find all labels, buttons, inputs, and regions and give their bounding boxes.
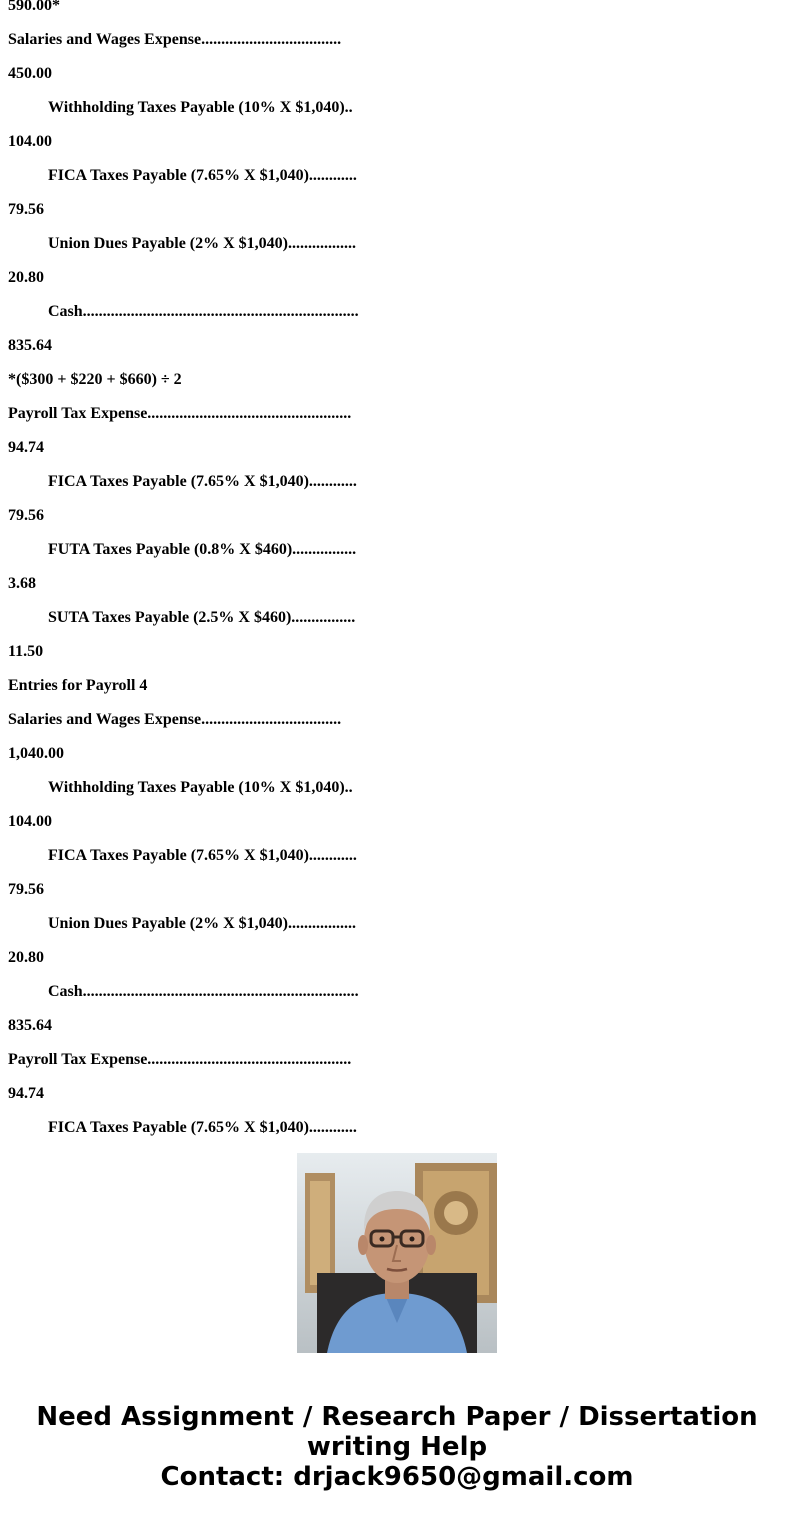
journal-line: 94.74 bbox=[8, 439, 44, 456]
journal-line: 1,040.00 bbox=[8, 745, 64, 762]
journal-line: 835.64 bbox=[8, 337, 52, 354]
author-avatar bbox=[297, 1153, 497, 1353]
journal-line: Union Dues Payable (2% X $1,040)................. bbox=[48, 235, 357, 252]
journal-line: Cash..................................................................... bbox=[48, 983, 359, 1000]
journal-line: Payroll Tax Expense................................................... bbox=[8, 405, 352, 422]
journal-line: 104.00 bbox=[8, 813, 52, 830]
journal-line: Salaries and Wages Expense................................... bbox=[8, 31, 342, 48]
journal-line: Withholding Taxes Payable (10% X $1,040).. bbox=[48, 779, 353, 796]
promo-line-1: Need Assignment / Research Paper / Dissertation bbox=[36, 1402, 758, 1432]
journal-line: FICA Taxes Payable (7.65% X $1,040)............ bbox=[48, 167, 357, 184]
journal-line: Cash..................................................................... bbox=[48, 303, 359, 320]
promo-line-2: writing Help bbox=[306, 1432, 488, 1462]
journal-line: Salaries and Wages Expense................................... bbox=[8, 711, 342, 728]
journal-line: *($300 + $220 + $660) ÷ 2 bbox=[8, 371, 182, 388]
journal-line: FUTA Taxes Payable (0.8% X $460)................ bbox=[48, 541, 357, 558]
journal-line: FICA Taxes Payable (7.65% X $1,040)............ bbox=[48, 473, 357, 490]
journal-line: 3.68 bbox=[8, 575, 36, 592]
journal-line: SUTA Taxes Payable (2.5% X $460)................ bbox=[48, 609, 356, 626]
promo-banner bbox=[0, 1402, 794, 1492]
journal-line: 590.00* bbox=[8, 0, 60, 14]
journal-line: 79.56 bbox=[8, 201, 44, 218]
journal-line: 79.56 bbox=[8, 881, 44, 898]
journal-line: 450.00 bbox=[8, 65, 52, 82]
journal-line: 94.74 bbox=[8, 1085, 44, 1102]
journal-line: FICA Taxes Payable (7.65% X $1,040)............ bbox=[48, 847, 357, 864]
journal-line: Union Dues Payable (2% X $1,040)................. bbox=[48, 915, 357, 932]
journal-line: Entries for Payroll 4 bbox=[8, 677, 148, 694]
journal-line: 104.00 bbox=[8, 133, 52, 150]
journal-line: Payroll Tax Expense................................................... bbox=[8, 1051, 352, 1068]
journal-line: FICA Taxes Payable (7.65% X $1,040)............ bbox=[48, 1119, 357, 1136]
journal-line: 79.56 bbox=[8, 507, 44, 524]
author-photo-icon bbox=[297, 1153, 497, 1353]
journal-line: 11.50 bbox=[8, 643, 44, 660]
journal-line: 20.80 bbox=[8, 269, 44, 286]
journal-line: Withholding Taxes Payable (10% X $1,040).. bbox=[48, 99, 353, 116]
journal-line: 835.64 bbox=[8, 1017, 52, 1034]
promo-contact: Contact: drjack9650@gmail.com bbox=[160, 1462, 634, 1492]
journal-line: 20.80 bbox=[8, 949, 44, 966]
